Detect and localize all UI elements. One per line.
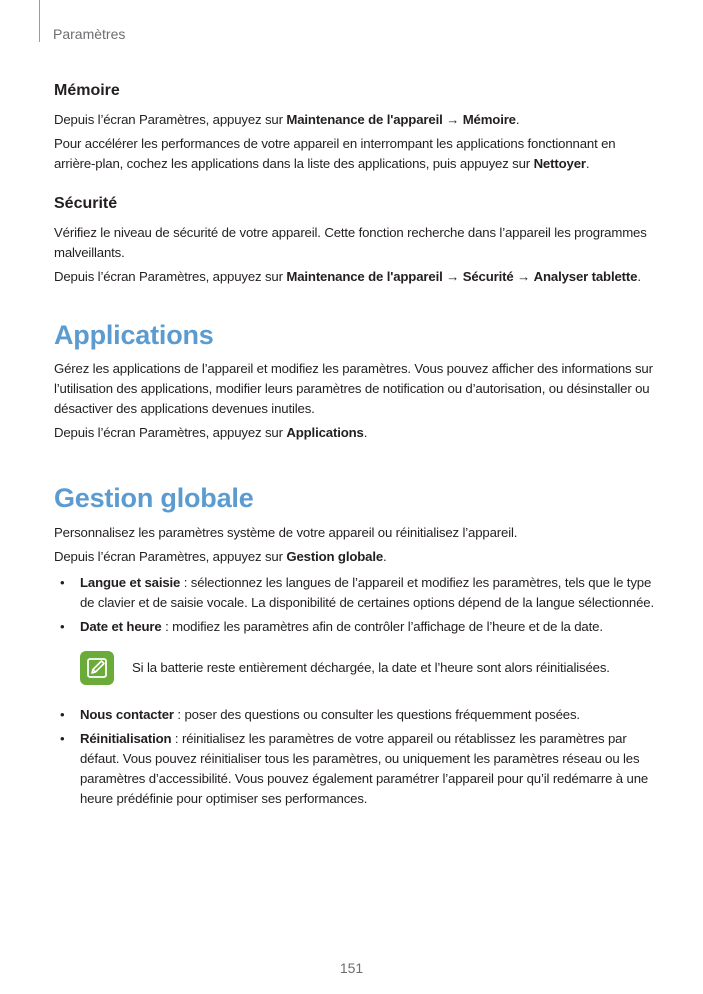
menu-path-item: Maintenance de l'appareil [286, 112, 443, 127]
list-item: • Réinitialisation : réinitialisez les paramètres de votre appareil ou rétablissez les paramètres par défaut. Vous pouvez réinitialiser tous les paramètres, ou uniquement les paramètres réseau ou les paramètres d’accessibilité. Vous pouvez également paramétrer l’appareil pour qu’il redémarre à une heure prédéfinie pour optimiser ses performances. [60, 731, 649, 806]
applications-path-paragraph: Depuis l’écran Paramètres, appuyez sur Applications. [54, 425, 368, 440]
menu-path-item: Analyser tablette [533, 269, 638, 284]
menu-path-item: Mémoire [462, 112, 516, 127]
bullet: • [60, 707, 65, 722]
page-margin-rule [39, 0, 40, 42]
gestion-path-paragraph: Depuis l’écran Paramètres, appuyez sur Gestion globale. [54, 549, 387, 564]
page-number: 151 [339, 960, 364, 976]
menu-path-item: Sécurité [462, 269, 514, 284]
section-securite [54, 195, 654, 287]
chapter-title-gestion-globale: Gestion globale [54, 483, 254, 513]
memoire-description: Pour accélérer les performances de votre appareil en interrompant les applications fonctionnant en arrière-plan, cochez les applications dans la liste des applications, puis appuyez sur Nettoyer. [54, 136, 616, 171]
note-text: Si la batterie reste entièrement déchargée, la date et l’heure sont alors réinitialisées. [132, 660, 610, 675]
section-gestion-globale [54, 483, 654, 809]
list-item: • Nous contacter : poser des questions ou consulter les questions fréquemment posées. [54, 705, 654, 725]
gestion-options-list-continued [54, 705, 654, 809]
section-memoire [54, 82, 654, 174]
section-applications [54, 320, 654, 443]
section-title-securite: Sécurité [54, 195, 118, 212]
securite-description: Vérifiez le niveau de sécurité de votre appareil. Cette fonction recherche dans l’appareil les programmes malveillants. [54, 225, 647, 260]
gestion-options-list [54, 573, 654, 637]
bullet: • [60, 731, 65, 746]
bullet: • [60, 575, 65, 590]
list-item: • Date et heure : modifiez les paramètres afin de contrôler l’affichage de l’heure et de la date. [54, 617, 654, 637]
menu-path-item: Applications [286, 425, 364, 440]
section-title-memoire: Mémoire [54, 82, 120, 99]
chapter-title-applications: Applications [54, 320, 214, 350]
running-header: Paramètres [53, 26, 126, 42]
memoire-path-paragraph: Depuis l’écran Paramètres, appuyez sur Maintenance de l'appareil → Mémoire. [54, 112, 520, 127]
page-content [54, 82, 654, 809]
menu-path-item: Maintenance de l'appareil [286, 269, 443, 284]
menu-path-item: Nettoyer [533, 156, 586, 171]
bullet: • [60, 619, 65, 634]
applications-description: Gérez les applications de l’appareil et modifiez les paramètres. Vous pouvez afficher des informations sur l’utilisation des applications, modifier leurs paramètres de notification ou d’autorisation, ou désinstaller ou désactiver des applications devenues inutiles. [54, 361, 653, 416]
list-item: • Langue et saisie : sélectionnez les langues de l’appareil et modifiez les paramètres, tels que le type de clavier et de saisie vocale. La disponibilité de certaines options dépend de la langue sélectionnée. [60, 575, 654, 610]
note-callout [80, 651, 654, 685]
note-pencil-icon [80, 651, 114, 685]
menu-path-item: Gestion globale [286, 549, 384, 564]
gestion-description: Personnalisez les paramètres système de votre appareil ou réinitialisez l’appareil. [54, 525, 518, 540]
securite-path-paragraph: Depuis l’écran Paramètres, appuyez sur Maintenance de l'appareil → Sécurité → Analyser tablette. [54, 269, 641, 284]
